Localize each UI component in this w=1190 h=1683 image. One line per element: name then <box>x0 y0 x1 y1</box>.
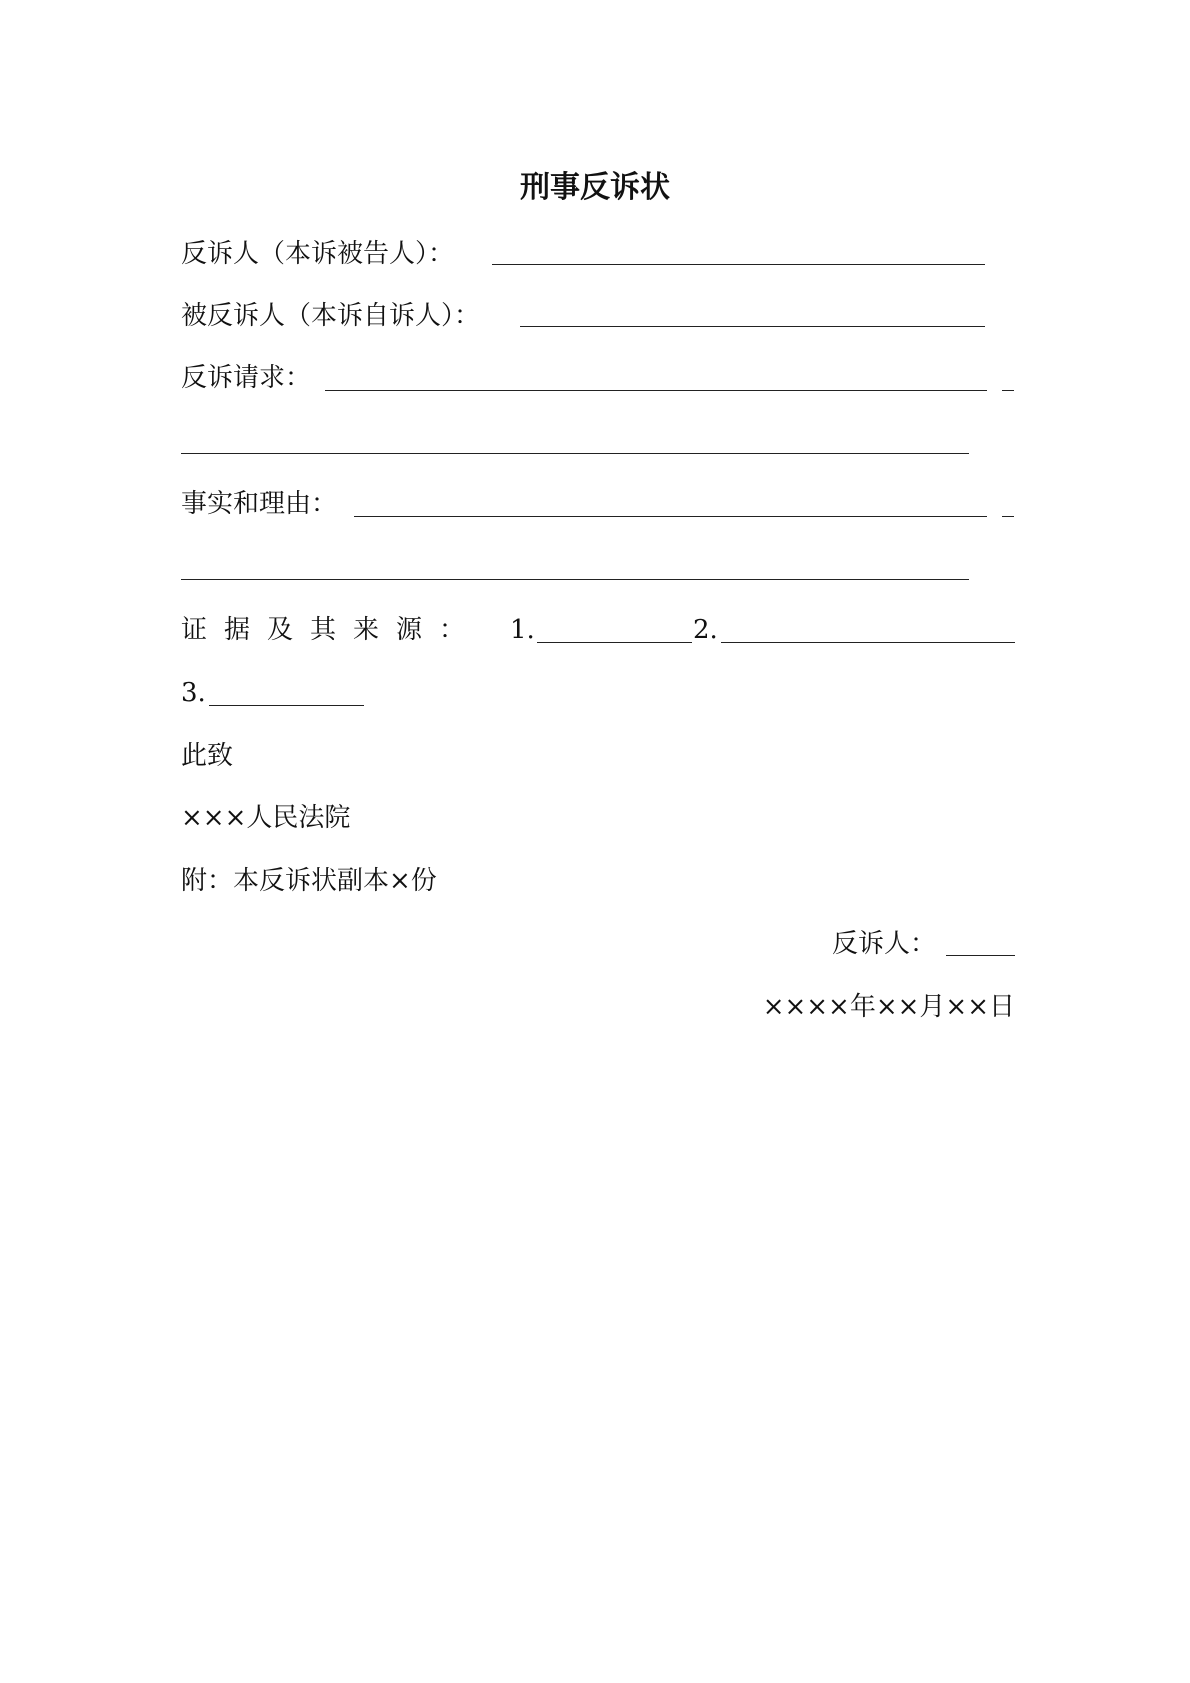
facts-blank-1[interactable] <box>354 516 987 517</box>
court-name: ×××人民法院 <box>181 803 351 833</box>
attachment-note: 附：本反诉状副本×份 <box>181 866 437 896</box>
evidence-item-2-blank[interactable] <box>721 642 1015 643</box>
counter-plaintiff-label: 反诉人（本诉被告人）： <box>181 239 455 269</box>
evidence-item-3-number: 3. <box>181 678 206 708</box>
claims-blank-1[interactable] <box>325 390 987 391</box>
counter-defendant-label: 被反诉人（本诉自诉人）： <box>181 301 481 331</box>
document-date: ××××年××月××日 <box>762 992 1015 1022</box>
signature-blank[interactable] <box>946 955 1015 956</box>
evidence-item-3-blank[interactable] <box>209 705 364 706</box>
evidence-item-2-number: 2. <box>693 615 718 645</box>
claims-blank-1-tail <box>1002 390 1014 391</box>
facts-label: 事实和理由： <box>181 489 338 519</box>
facts-blank-2[interactable] <box>181 579 969 580</box>
evidence-item-1-blank[interactable] <box>537 642 692 643</box>
salutation: 此致 <box>181 741 234 771</box>
claims-label: 反诉请求： <box>181 363 312 393</box>
signature-label: 反诉人： <box>832 929 937 959</box>
counter-defendant-blank[interactable] <box>520 326 985 327</box>
claims-blank-2[interactable] <box>181 453 969 454</box>
evidence-item-1-number: 1. <box>510 615 535 645</box>
document-title: 刑事反诉状 <box>520 170 670 205</box>
counter-plaintiff-blank[interactable] <box>492 264 985 265</box>
facts-blank-1-tail <box>1002 516 1014 517</box>
evidence-label: 证据及其来源： <box>181 615 483 645</box>
